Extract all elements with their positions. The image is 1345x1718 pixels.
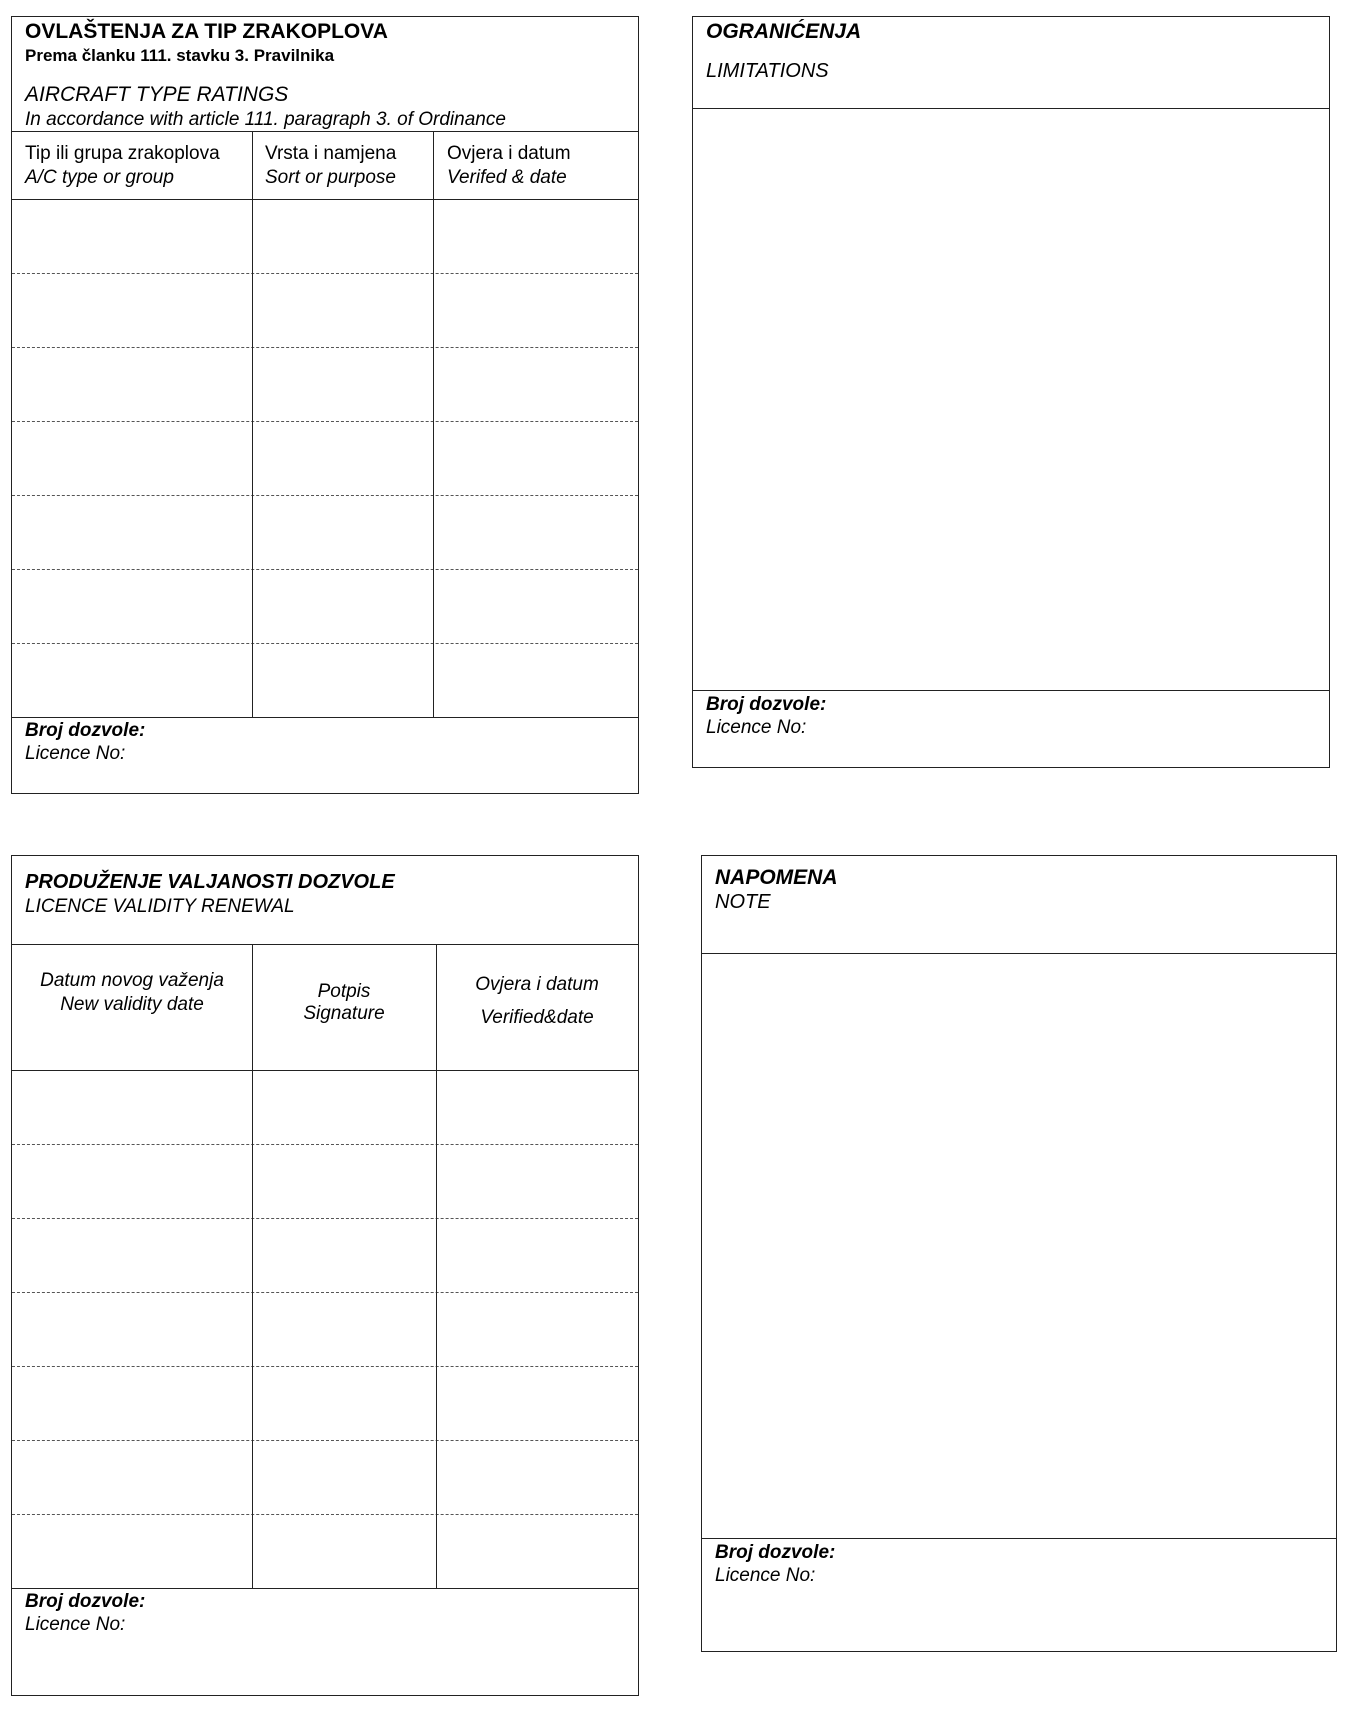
- column-header: Datum novog važenja: [40, 970, 224, 991]
- column-header-en: Signature: [303, 1003, 385, 1024]
- section-subtitle: Prema članku 111. stavku 3. Pravilnika: [25, 46, 335, 65]
- column-header-en: Verifed & date: [447, 167, 567, 188]
- licence-label: Broj dozvole:: [706, 694, 827, 715]
- section-title: OGRANIĆENJA: [706, 20, 862, 43]
- column-header-en: New validity date: [60, 994, 204, 1015]
- licence-label-en: Licence No:: [706, 717, 807, 738]
- note-section: [701, 855, 1337, 1652]
- section-title: OVLAŠTENJA ZA TIP ZRAKOPLOVA: [25, 20, 388, 43]
- section-title-en: NOTE: [715, 891, 771, 913]
- licence-label-en: Licence No:: [715, 1565, 816, 1586]
- section-title-en: LIMITATIONS: [706, 60, 829, 82]
- column-header-en: Verified&date: [480, 1007, 594, 1028]
- aircraft-type-ratings-section: [11, 16, 639, 794]
- column-header: Tip ili grupa zrakoplova: [25, 143, 220, 164]
- licence-label: Broj dozvole:: [715, 1542, 836, 1563]
- column-header-en: A/C type or group: [25, 167, 174, 188]
- column-header-en: Sort or purpose: [265, 167, 396, 188]
- licence-label: Broj dozvole:: [25, 1591, 146, 1612]
- column-header: Vrsta i namjena: [265, 143, 397, 164]
- section-title: PRODUŽENJE VALJANOSTI DOZVOLE: [25, 871, 395, 893]
- limitations-section: [692, 16, 1330, 768]
- licence-label-en: Licence No:: [25, 743, 126, 764]
- column-header: Ovjera i datum: [447, 143, 571, 164]
- column-header: Potpis: [317, 981, 371, 1002]
- section-subtitle-en: In accordance with article 111. paragraph 3. of Ordinance: [25, 109, 506, 130]
- section-title-en: AIRCRAFT TYPE RATINGS: [25, 83, 289, 106]
- licence-label-en: Licence No:: [25, 1614, 126, 1635]
- section-title: NAPOMENA: [715, 866, 838, 889]
- section-title-en: LICENCE VALIDITY RENEWAL: [25, 896, 295, 917]
- licence-validity-renewal-section: [11, 855, 639, 1696]
- licence-label: Broj dozvole:: [25, 720, 146, 741]
- column-header: Ovjera i datum: [475, 974, 599, 995]
